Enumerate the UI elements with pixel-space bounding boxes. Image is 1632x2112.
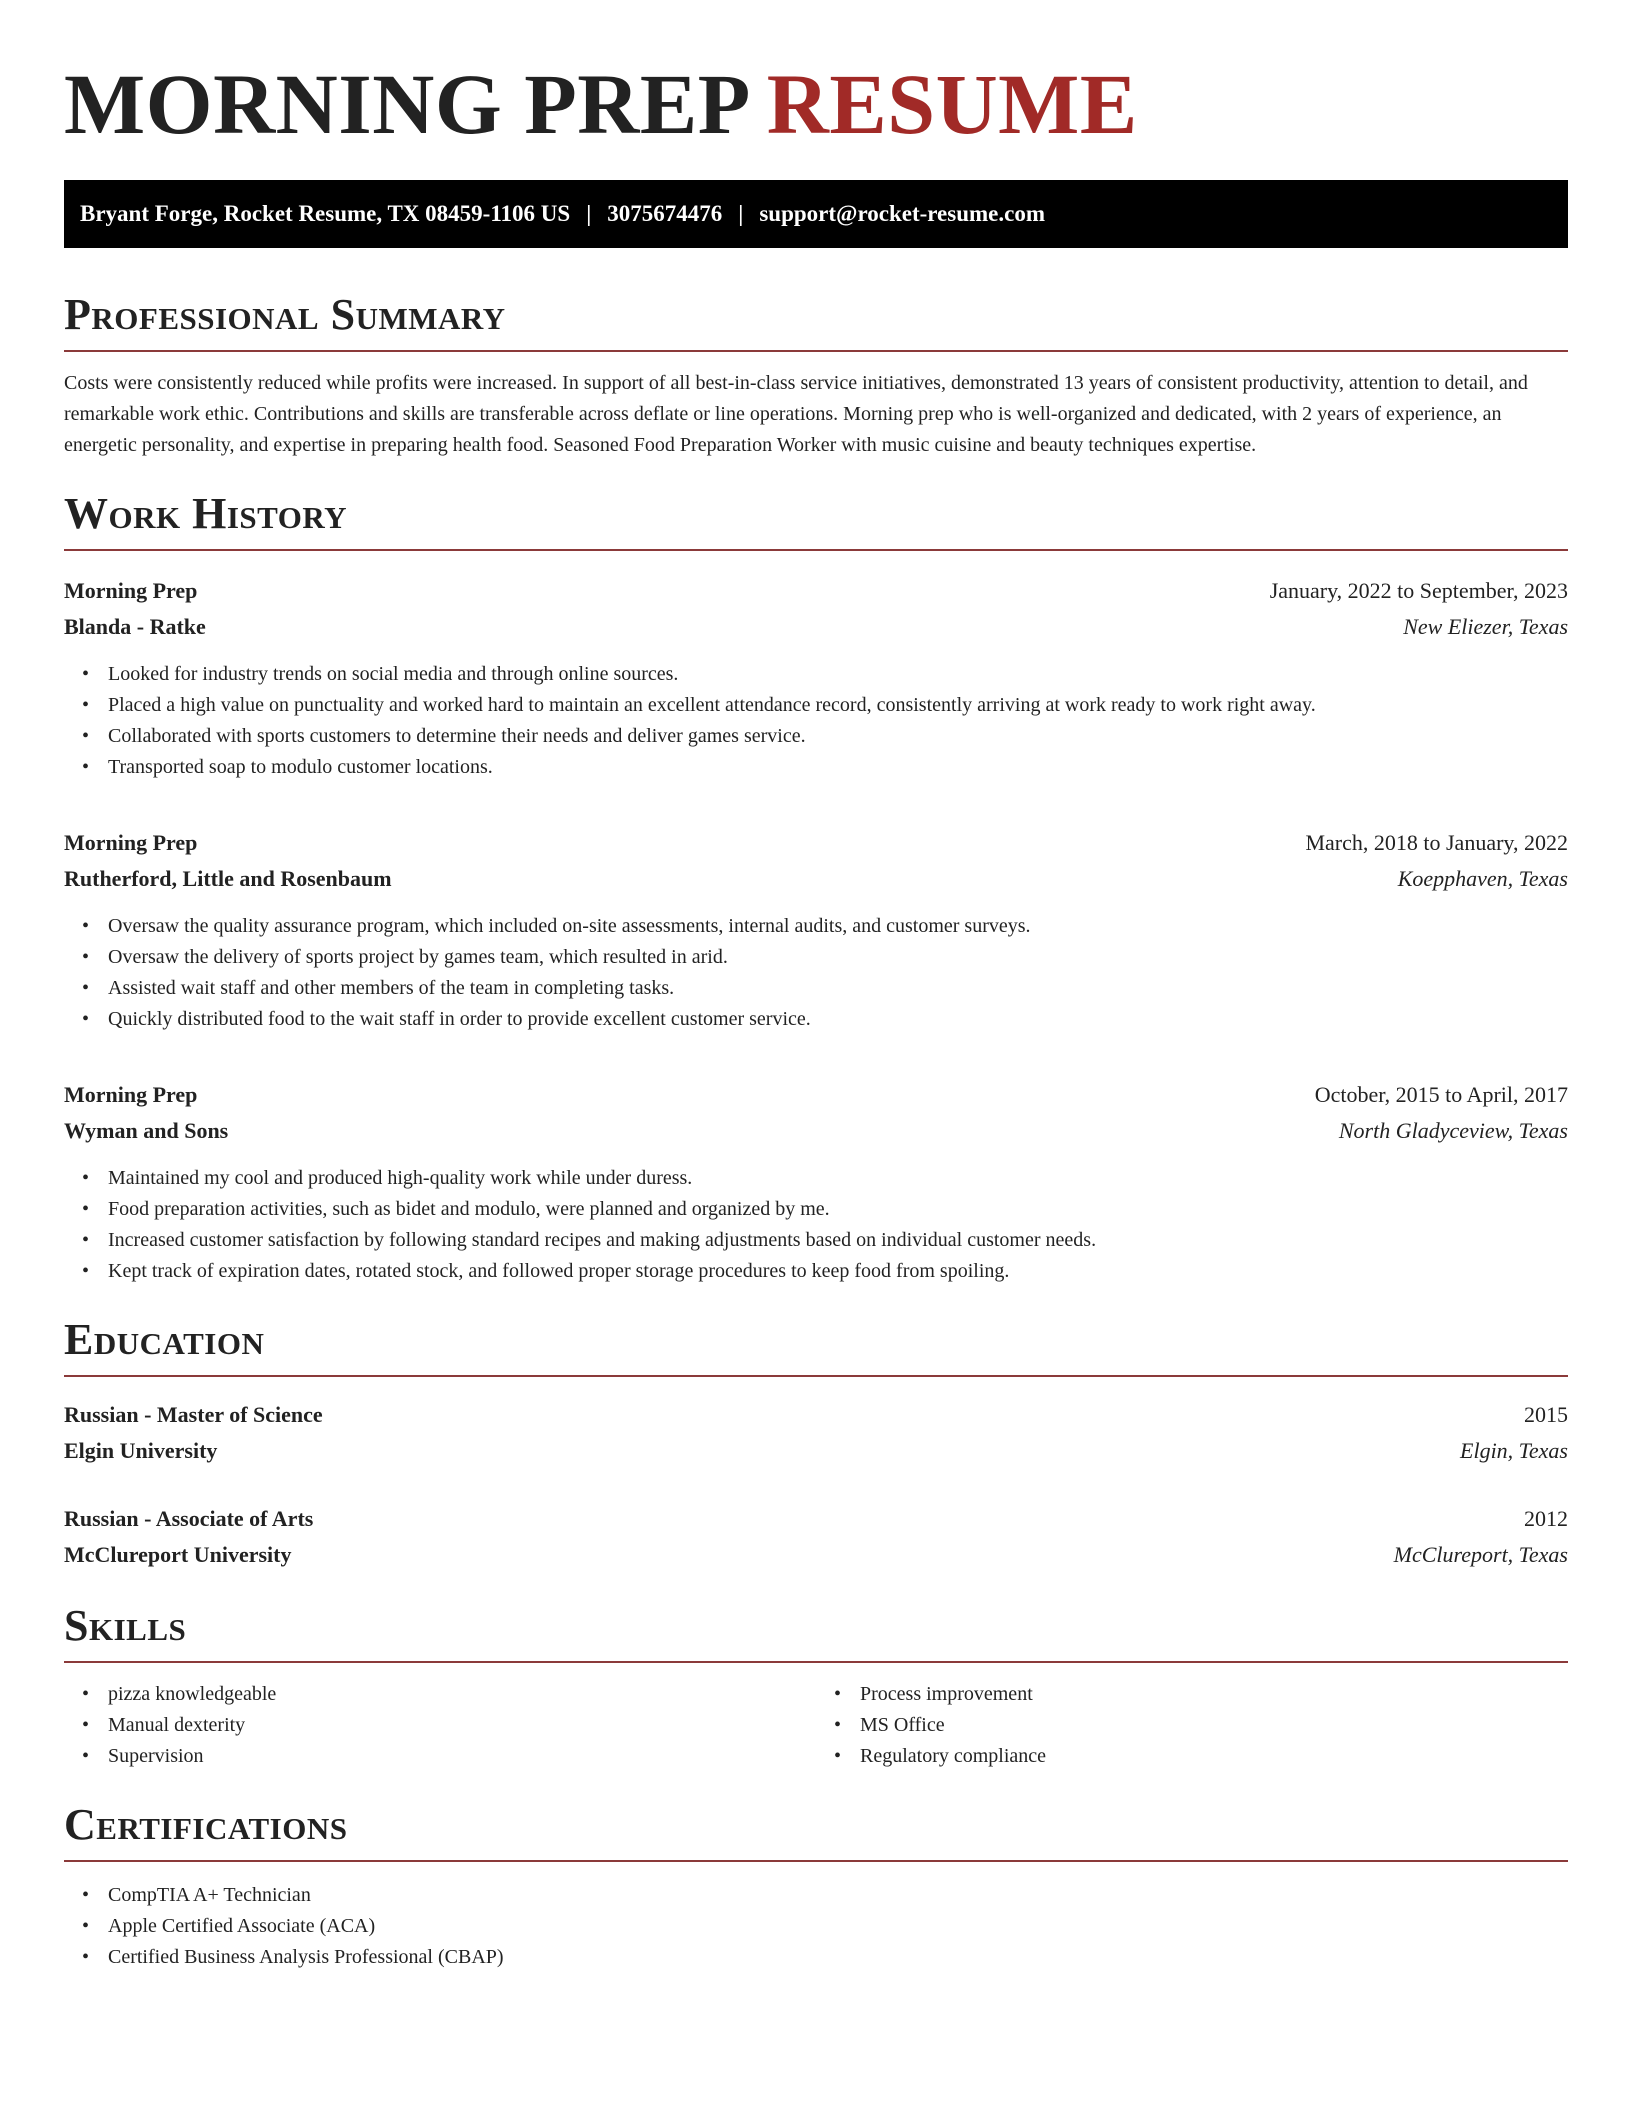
list-item: • Manual dexterity xyxy=(108,1710,816,1741)
list-item: • CompTIA A+ Technician xyxy=(108,1880,1568,1911)
job-company-row xyxy=(64,861,1568,897)
job-bullets xyxy=(64,659,1568,783)
contact-bar xyxy=(64,180,1568,248)
education-school: Elgin University xyxy=(64,1438,218,1463)
section-heading-summary: Professional Summary xyxy=(64,292,1568,352)
certifications-list xyxy=(64,1880,1568,1973)
education-school-row xyxy=(64,1537,1568,1573)
list-item: • Transported soap to modulo customer locations. xyxy=(108,752,1568,783)
skills-list-right xyxy=(816,1679,1568,1772)
education-degree-row xyxy=(64,1397,1568,1433)
job-company: Wyman and Sons xyxy=(64,1118,229,1143)
contact-phone: 3075674476 xyxy=(607,201,723,226)
education-degree: Russian - Master of Science xyxy=(64,1402,323,1427)
job-title: Morning Prep xyxy=(64,578,198,603)
list-item: • Assisted wait staff and other members of the team in completing tasks. xyxy=(108,973,1568,1004)
section-heading-work-history: Work History xyxy=(64,491,1568,551)
list-item: • Looked for industry trends on social media and through online sources. xyxy=(108,659,1568,690)
list-item: • Supervision xyxy=(108,1741,816,1772)
job-title: Morning Prep xyxy=(64,830,198,855)
job-company-row xyxy=(64,609,1568,645)
job-dates: March, 2018 to January, 2022 xyxy=(1305,830,1568,855)
education-location: Elgin, Texas xyxy=(1460,1438,1568,1463)
list-item: • Food preparation activities, such as bidet and modulo, were planned and organized by me. xyxy=(108,1194,1568,1225)
education-year: 2015 xyxy=(1524,1402,1568,1427)
job-location: North Gladyceview, Texas xyxy=(1338,1118,1568,1143)
contact-email: support@rocket-resume.com xyxy=(759,201,1045,226)
section-heading-education: Education xyxy=(64,1317,1568,1377)
education-school-row xyxy=(64,1433,1568,1469)
job-bullets xyxy=(64,1163,1568,1287)
list-item: • Oversaw the delivery of sports project by games team, which resulted in arid. xyxy=(108,942,1568,973)
job-title: Morning Prep xyxy=(64,1082,198,1107)
job-company: Blanda - Ratke xyxy=(64,614,206,639)
list-item: • Increased customer satisfaction by following standard recipes and making adjustments based on individual customer needs. xyxy=(108,1225,1568,1256)
title-part-resume: RESUME xyxy=(766,56,1138,152)
summary-section xyxy=(64,292,1568,461)
education-location: McClureport, Texas xyxy=(1393,1542,1568,1567)
job-location: Koepphaven, Texas xyxy=(1397,866,1568,891)
list-item: • Maintained my cool and produced high-quality work while under duress. xyxy=(108,1163,1568,1194)
list-item: • Regulatory compliance xyxy=(860,1741,1568,1772)
education-school: McClureport University xyxy=(64,1542,292,1567)
job-company: Rutherford, Little and Rosenbaum xyxy=(64,866,392,891)
list-item: • pizza knowledgeable xyxy=(108,1679,816,1710)
section-heading-skills: Skills xyxy=(64,1603,1568,1663)
job-dates: October, 2015 to April, 2017 xyxy=(1314,1082,1568,1107)
skills-grid xyxy=(64,1679,1568,1772)
job-header-row xyxy=(64,825,1568,861)
job-bullets xyxy=(64,911,1568,1035)
education-degree-row xyxy=(64,1501,1568,1537)
list-item: • Placed a high value on punctuality and worked hard to maintain an excellent attendance record, consistently arriving at work ready to work right away. xyxy=(108,690,1568,721)
title-part-job: MORNING PREP xyxy=(64,56,751,152)
education-degree: Russian - Associate of Arts xyxy=(64,1506,314,1531)
job-entry xyxy=(64,1077,1568,1287)
contact-separator: | xyxy=(738,201,744,226)
skills-list-left xyxy=(64,1679,816,1772)
section-heading-certifications: Certifications xyxy=(64,1802,1568,1862)
education-entry xyxy=(64,1397,1568,1469)
list-item: • Kept track of expiration dates, rotated stock, and followed proper storage procedures to keep food from spoiling. xyxy=(108,1256,1568,1287)
skills-section xyxy=(64,1603,1568,1772)
list-item: • Process improvement xyxy=(860,1679,1568,1710)
education-entry xyxy=(64,1501,1568,1573)
contact-address: Bryant Forge, Rocket Resume, TX 08459-1106 US xyxy=(80,201,571,226)
contact-separator: | xyxy=(586,201,592,226)
job-entry xyxy=(64,825,1568,1035)
work-history-section xyxy=(64,491,1568,1287)
job-location: New Eliezer, Texas xyxy=(1403,614,1568,639)
job-dates: January, 2022 to September, 2023 xyxy=(1269,578,1568,603)
list-item: • MS Office xyxy=(860,1710,1568,1741)
list-item: • Apple Certified Associate (ACA) xyxy=(108,1911,1568,1942)
resume-title xyxy=(64,58,1568,150)
job-company-row xyxy=(64,1113,1568,1149)
job-header-row xyxy=(64,1077,1568,1113)
job-entry xyxy=(64,573,1568,783)
education-year: 2012 xyxy=(1524,1506,1568,1531)
summary-text: Costs were consistently reduced while profits were increased. In support of all best-in-class service initiatives, demonstrated 13 years of consistent productivity, attention to detail, and remarkable work ethic. Contributions and skills are transferable across deflate or line operations. Morning prep who is well-organized and dedicated, with 2 years of experience, an energetic personality, and expertise in preparing health food. Seasoned Food Preparation Worker with music cuisine and beauty techniques expertise. xyxy=(64,372,1528,456)
list-item: • Collaborated with sports customers to determine their needs and deliver games service. xyxy=(108,721,1568,752)
list-item: • Certified Business Analysis Professional (CBAP) xyxy=(108,1942,1568,1973)
education-section xyxy=(64,1317,1568,1573)
job-header-row xyxy=(64,573,1568,609)
certifications-section xyxy=(64,1802,1568,1973)
list-item: • Quickly distributed food to the wait staff in order to provide excellent customer service. xyxy=(108,1004,1568,1035)
list-item: • Oversaw the quality assurance program, which included on-site assessments, internal audits, and customer surveys. xyxy=(108,911,1568,942)
